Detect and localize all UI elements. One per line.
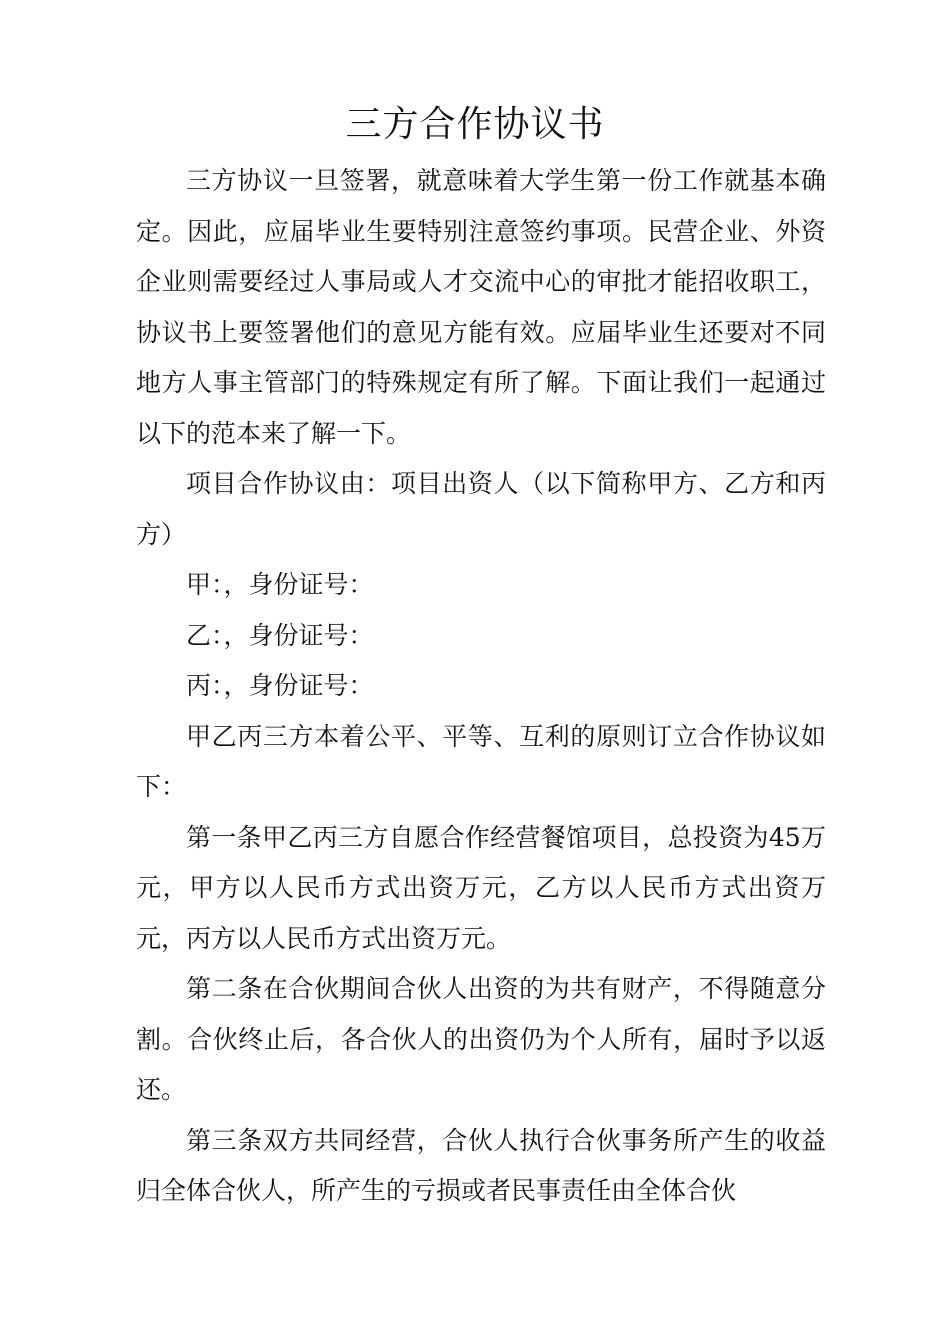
party-c-line: 丙：，身份证号： xyxy=(186,671,374,700)
article-2-paragraph: 第二条在合伙期间合伙人出资的为共有财产，不得随意分割。合伙终止后，各合伙人的出资仍为个人所有，届时予以返还。 xyxy=(136,974,826,1104)
parties-intro-paragraph: 项目合作协议由：项目出资人（以下简称甲方、乙方和丙方） xyxy=(136,469,826,549)
article-3-paragraph: 第三条双方共同经营，合伙人执行合伙事务所产生的收益归全体合伙人，所产生的亏损或者民事责任由全体合伙 xyxy=(136,1125,826,1205)
party-a-line: 甲：，身份证号： xyxy=(186,570,374,599)
document-body xyxy=(136,156,826,1217)
party-b-line: 乙：，身份证号： xyxy=(186,620,374,650)
document-title: 三方合作协议书 xyxy=(345,104,605,145)
article-1-paragraph: 第一条甲乙丙三方自愿合作经营餐馆项目，总投资为45万元，甲方以人民币方式出资万元，乙方以人民币方式出资万元，丙方以人民币方式出资万元。 xyxy=(136,822,826,953)
principle-paragraph: 甲乙丙三方本着公平、平等、互利的原则订立合作协议如下： xyxy=(136,721,826,801)
intro-paragraph: 三方协议一旦签署，就意味着大学生第一份工作就基本确定。因此，应届毕业生要特别注意签约事项。民营企业、外资企业则需要经过人事局或人才交流中心的审批才能招收职工，协议书上要签署他们的意见方能有效。应届毕业生还要对不同地方人事主管部门的特殊规定有所了解。下面让我们一起通过以下的范本来了解一下。 xyxy=(136,166,826,448)
